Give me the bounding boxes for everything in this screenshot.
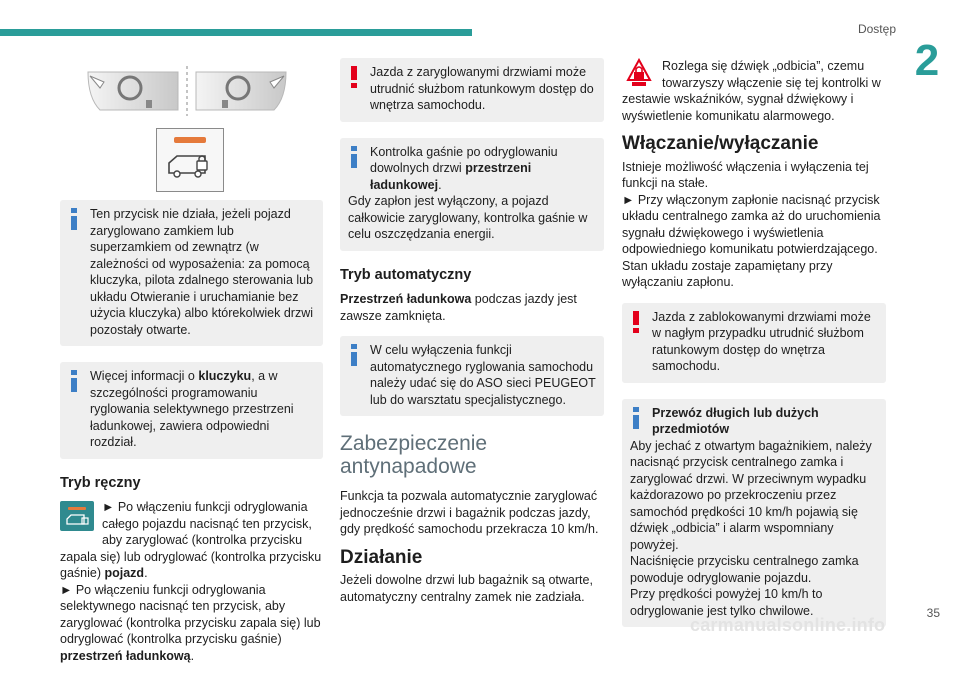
info-note-indicator: Kontrolka gaśnie po odryglowaniu dowolnych drzwi przestrzeni ładunkowej. Gdy zapłon jest wyłączony, a pojazd całkowicie zaryglowany, kontrolka gaśnie w celu oszczędzania energii. xyxy=(340,138,604,251)
manual-mode-heading: Tryb ręczny xyxy=(60,474,141,491)
van-lock-icon xyxy=(167,153,213,179)
info-note-auto-lock: W celu wyłączenia funkcji automatycznego ryglowania samochodu należy udać się do ASO sieci PEUGEOT lub do warsztatu specjalistycznego. xyxy=(340,336,604,416)
central-lock-button-illustration xyxy=(156,128,224,192)
info-note-button-inactive xyxy=(60,200,323,346)
info-icon xyxy=(630,407,644,429)
warning-icon xyxy=(348,66,362,88)
warning-note-locked-doors: Jazda z zaryglowanymi drzwiami może utrudnić służbom ratunkowym dostęp do wnętrza samochodu. xyxy=(340,58,604,122)
header-accent-bar xyxy=(0,29,472,36)
chapter-number: 2 xyxy=(914,36,940,85)
central-lock-button-icon xyxy=(60,501,94,531)
info-icon xyxy=(348,344,362,366)
info-icon xyxy=(68,208,82,230)
anti-theft-heading: Zabezpieczenie antynapadowe xyxy=(340,432,488,478)
info-icon xyxy=(68,370,82,392)
warning-icon xyxy=(630,311,644,333)
auto-mode-heading: Tryb automatyczny xyxy=(340,266,472,283)
info-note-long-objects: Przewóz długich lub dużych przedmiotów Aby jechać z otwartym bagażnikiem, należy nacisnąć przycisk centralnego zamka i zaryglować drzwi. W przeciwnym wypadku każdorazowo po przekroczeniu przez samochód prędkości 10 km/h pojawią się dźwięk „odbicia” i alarm wspomniany powyżej. Naciśnięcie przycisku centralnego zamka powoduje odryglowanie pojazdu. Przy prędkości powyżej 10 km/h to odryglowanie jest tylko chwilowe. xyxy=(622,399,886,628)
page-number: 35 xyxy=(926,606,940,620)
indicator-light xyxy=(174,137,206,143)
column-3: Rozlega się dźwięk „odbicia”, czemu towarzyszy włączenie się tej kontrolki w zestawie wskaźników, sygnał dźwiękowy i wyświetlenie komunikatu alarmowego. Włączanie/wyłączanie Istnieje możliwość włączenia i wyłączenia tej funkcji na stałe. ► Przy włączonym zapłonie nacisnąć przycisk układu centralnego zamka aż do uruchomienia sygnału dźwiękowego i wyświetlenia odpowiedniego komunikatu potwierdzającego. Stan układu zostaje zapamiętany przy wyłączaniu zapłonu. Jazda z zablokowanymi drzwiami może w nagłym przypadku utrudnić służbom ratunkowym dostęp do wnętrza samochodu. Przewóz długich lub dużych przedmiotów Aby jechać z otwartym bagażnikiem, należy nacisnąć przycisk centralnego zamka i zaryglować drzwi. W przeciwnym wypadku każdorazowo po przekroczeniu przez samochód prędkości 10 km/h pojawią się dźwięk „odbicia” i alarm wspomniany powyżej. Naciśnięcie przycisku centralnego zamka powoduje odryglowanie pojazdu. Przy prędkości powyżej 10 km/h to odryglowanie jest tylko chwilowe. xyxy=(622,58,886,643)
auto-mode-text: Przestrzeń ładunkowa podczas jazdy jest zawsze zamknięta. xyxy=(340,292,577,323)
anti-theft-text: Funkcja ta pozwala automatycznie zaryglować jednocześnie drzwi i bagażnik podczas jazdy, gdy prędkość samochodu przekracza 10 km/h. xyxy=(340,489,599,536)
column-2 xyxy=(340,58,604,617)
info-note-key xyxy=(60,362,323,459)
operation-text: Jeżeli dowolne drzwi lub bagażnik są otwarte, automatyczny centralny zamek nie zadziała. xyxy=(340,573,593,604)
on-off-heading: Włączanie/wyłączanie xyxy=(622,133,819,154)
alarm-text-block: Rozlega się dźwięk „odbicia”, czemu towarzyszy włączenie się tej kontrolki w zestawie wskaźników, sygnał dźwiękowy i wyświetlenie komunikatu alarmowego. xyxy=(622,59,881,123)
section-title: Dostęp xyxy=(857,22,896,36)
dashboard-illustration xyxy=(60,58,323,188)
warning-note-blocked-doors: Jazda z zablokowanymi drzwiami może w nagłym przypadku utrudnić służbom ratunkowym dostęp do wnętrza samochodu. xyxy=(622,303,886,383)
operation-heading: Działanie xyxy=(340,546,423,568)
column-1 xyxy=(60,58,323,676)
note-text: Ten przycisk nie działa, jeżeli pojazd zaryglowano zamkiem lub superzamkiem od zewnątrz (w zależności od wyposażenia: za pomocą kluczyka, pilota zdalnego sterowania lub układu Otwieranie i uruchamianie bez użycia kluczyka) albo którekolwiek drzwi pozostały otwarte. xyxy=(90,207,314,337)
info-icon xyxy=(348,146,362,168)
steering-wheel-diagram-icon xyxy=(60,58,324,118)
note-text: Więcej informacji o kluczyku, a w szczególności programowaniu ryglowania selektywnego przestrzeni ładunkowej, zawiera odpowiedni rozdział. xyxy=(90,369,294,449)
manual-mode-text: ► Po włączeniu funkcji odryglowania całego pojazdu nacisnąć ten przycisk, aby zaryglować (kontrolka przycisku zapala się) lub odryglować (kontrolka przycisku gaśnie) pojazd. ► Po włączeniu funkcji odryglowania selektywnego nacisnąć ten przycisk, aby zaryglować (kontrolka przycisku zapala się) lub odryglować (kontrolka przycisku gaśnie) przestrzeń ładunkową. xyxy=(60,500,322,663)
watermark: carmanualsonline.info xyxy=(690,615,886,635)
door-lock-alarm-icon xyxy=(626,58,652,88)
